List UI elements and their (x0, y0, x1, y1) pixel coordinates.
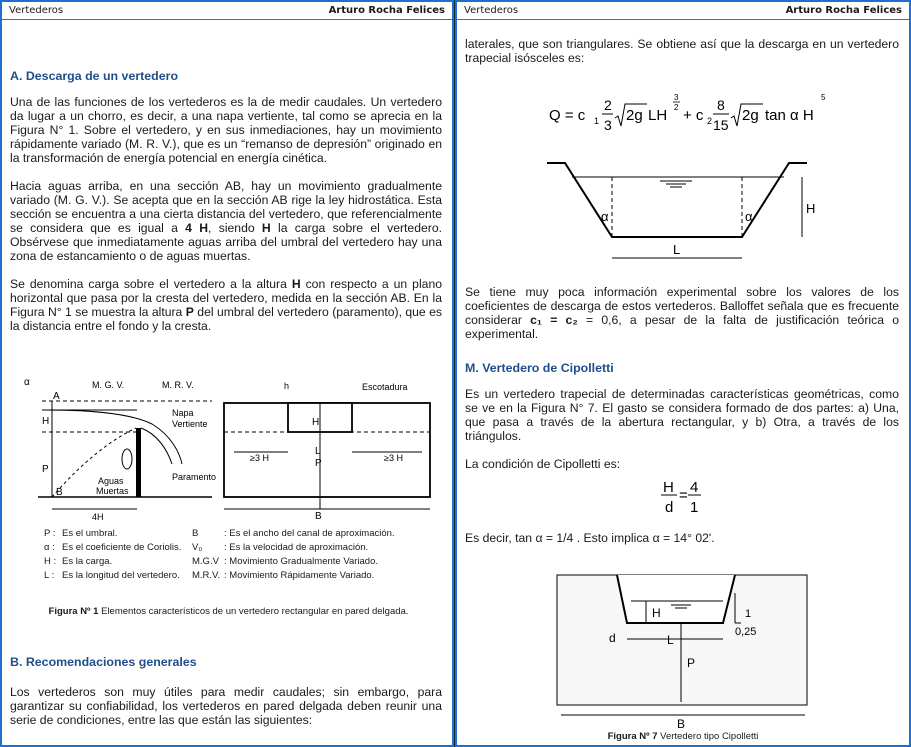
svg-text:LH: LH (648, 107, 668, 124)
svg-text:Q = c: Q = c (549, 107, 586, 124)
svg-text:3: 3 (604, 117, 612, 133)
label-h1: h (284, 381, 290, 391)
svg-text:4: 4 (690, 479, 699, 496)
svg-text:B: B (677, 717, 686, 731)
svg-text:2: 2 (674, 103, 679, 112)
header-title: Vertederos (9, 5, 64, 16)
svg-text:1: 1 (594, 116, 600, 126)
label-aguas: Aguas (98, 476, 124, 486)
left-page-pane[interactable] (0, 0, 454, 747)
svg-text:1: 1 (690, 499, 699, 516)
legend-row: α : Es el coeficiente de Coriolis. V₀ : Es la velocidad de aproximación. (44, 542, 369, 553)
label-vertiente: Vertiente (172, 419, 208, 429)
label-muertas: Muertas (96, 486, 129, 496)
discharge-formula (547, 90, 826, 140)
page-header (457, 2, 909, 20)
paragraph: Los vertederos son muy útiles para medir caudales; sin embargo, para garantizar su confiabilidad, los vertederos en pared delgada deben reunir una serie de condiciones, entre las que están las siguientes: (10, 685, 442, 727)
paragraph: La condición de Cipolletti es: (465, 457, 621, 471)
cipolletti-condition (657, 475, 707, 517)
svg-text:8: 8 (717, 97, 725, 113)
paragraph: Es decir, tan α = 1/4 . Esto implica α = 14° 02'. (465, 531, 715, 545)
section-b (10, 655, 442, 727)
svg-text:L: L (673, 242, 681, 257)
svg-text:tan α H: tan α H (765, 107, 814, 124)
svg-text:2: 2 (707, 116, 713, 126)
figure-1 (12, 364, 445, 626)
paragraph: Se tiene muy poca información experimental sobre los valores de los coeficientes de descarga de estos vertederos. Balloffet señala que es frecuente considerar c₁ = c₂ = 0,6, a pesar de la falta de justificación teórica o experimental. (465, 285, 899, 341)
svg-text:H: H (663, 479, 674, 496)
legend-row: H : Es la carga. M.G.V : Movimiento Gradualmente Variado. (44, 556, 379, 567)
label-mrv: M. R. V. (162, 380, 194, 390)
label-napa: Napa (172, 408, 194, 418)
label-alpha: α (24, 377, 30, 388)
section-a-title: A. Descarga de un vertedero (10, 69, 179, 83)
label-P: P (42, 464, 49, 475)
page-header (2, 2, 452, 20)
label-paramento: Paramento (172, 472, 217, 482)
figure-1-legend (44, 527, 434, 583)
header-author: Arturo Rocha Felices (328, 5, 445, 16)
legend-row: P : Es el umbral. B : Es el ancho del canal de aproximación. (44, 528, 395, 539)
figure-7-diagram (547, 567, 819, 731)
svg-text:α: α (745, 209, 753, 224)
svg-text:1: 1 (745, 608, 752, 620)
label-H: H (42, 416, 50, 427)
paragraph: laterales, que son triangulares. Se obtiene así que la descarga en un vertedero trapecial isósceles es: (465, 37, 899, 65)
paragraph: Se denomina carga sobre el vertedero a la altura H con respecto a un plano horizontal que pasa por la cresta del vertedero, medida en la sección AB. En la Figura N° 1 se muestra la altura P del umbral del vertedero (paramento), que es la distancia entre el fondo y la cresta. (10, 277, 442, 333)
label-escotadura: Escotadura (362, 382, 408, 392)
svg-text:P: P (687, 656, 696, 670)
figure-1-caption: Figura Nº 1 Elementos característicos de un vertedero rectangular en pared delgada. (48, 606, 409, 617)
trapezoid-diagram (542, 155, 827, 275)
section-b-title: B. Recomendaciones generales (10, 655, 197, 669)
right-page-pane[interactable] (455, 0, 911, 747)
svg-text:2: 2 (604, 97, 612, 113)
label-3h-left: ≥3 H (250, 453, 269, 463)
svg-text:0,25: 0,25 (735, 626, 757, 638)
paragraph: Una de las funciones de los vertederos es la de medir caudales. Un vertedero da lugar a un chorro, es decir, a una napa vertiente, tal como se aprecia en la Figura N° 1. Sobre el vertedero, y en sus inmediaciones, hay un movimiento rápidamente variado (M. R. V.), que es un “remanso de depresión” originado en la transformación de energía potencial en energía cinética. (10, 95, 442, 165)
svg-text:2g: 2g (742, 107, 759, 124)
label-mgv: M. G. V. (92, 380, 125, 390)
figure-7-caption: Figura Nº 7 Vertedero tipo Cipolletti (607, 731, 759, 742)
paragraph: Hacia aguas arriba, en una sección AB, hay un movimiento gradualmente variado (M. G. V.). Se acepta que en la sección AB rige la ley hidrostática. Esta sección se encuentra a una cierta distancia del vertedero, que referencialmente se considera que es igual a 4 H, siendo H la carga sobre el vertedero. Obsérvese que inmediatamente aguas arriba del umbral del vertedero hay una zona de estancamiento o de aguas muertas. (10, 179, 442, 263)
svg-text:L: L (667, 633, 674, 647)
label-3h-right: ≥3 H (384, 453, 403, 463)
label-L: L (315, 446, 321, 457)
section-coefficients (465, 285, 899, 471)
svg-text:d: d (665, 499, 674, 516)
label-fig2-B: B (315, 511, 322, 522)
section-m-title: M. Vertedero de Cipolletti (465, 361, 614, 375)
label-4H: 4H (92, 512, 104, 522)
legend-row: L : Es la longitud del vertedero. M.R.V. : Movimiento Rápidamente Variado. (44, 570, 375, 581)
label-fig2-P: P (315, 458, 322, 469)
svg-text:+ c: + c (683, 107, 704, 124)
svg-text:H: H (806, 201, 816, 216)
label-B: B (56, 487, 63, 498)
figure-1-diagram (12, 364, 445, 544)
figure-7 (547, 567, 819, 745)
svg-text:5: 5 (821, 93, 826, 102)
svg-text:=: = (679, 487, 688, 504)
paragraph: Es un vertedero trapecial de determinadas características geométricas, como se ve en la Figura N° 7. El gasto se considera formado de dos partes: a) Una, que pasa a través de la abertura rectangular, y b) Otra, a través de los triángulos. (465, 387, 899, 443)
svg-text:H: H (652, 606, 661, 620)
label-A: A (53, 391, 60, 402)
svg-text:3: 3 (674, 93, 679, 102)
header-title: Vertederos (464, 5, 519, 16)
svg-text:2g: 2g (626, 107, 643, 124)
svg-text:α: α (601, 209, 609, 224)
svg-text:d: d (609, 631, 616, 645)
svg-text:15: 15 (713, 117, 729, 133)
label-fig2-H: H (312, 417, 320, 428)
section-a (10, 69, 442, 333)
header-author: Arturo Rocha Felices (785, 5, 902, 16)
